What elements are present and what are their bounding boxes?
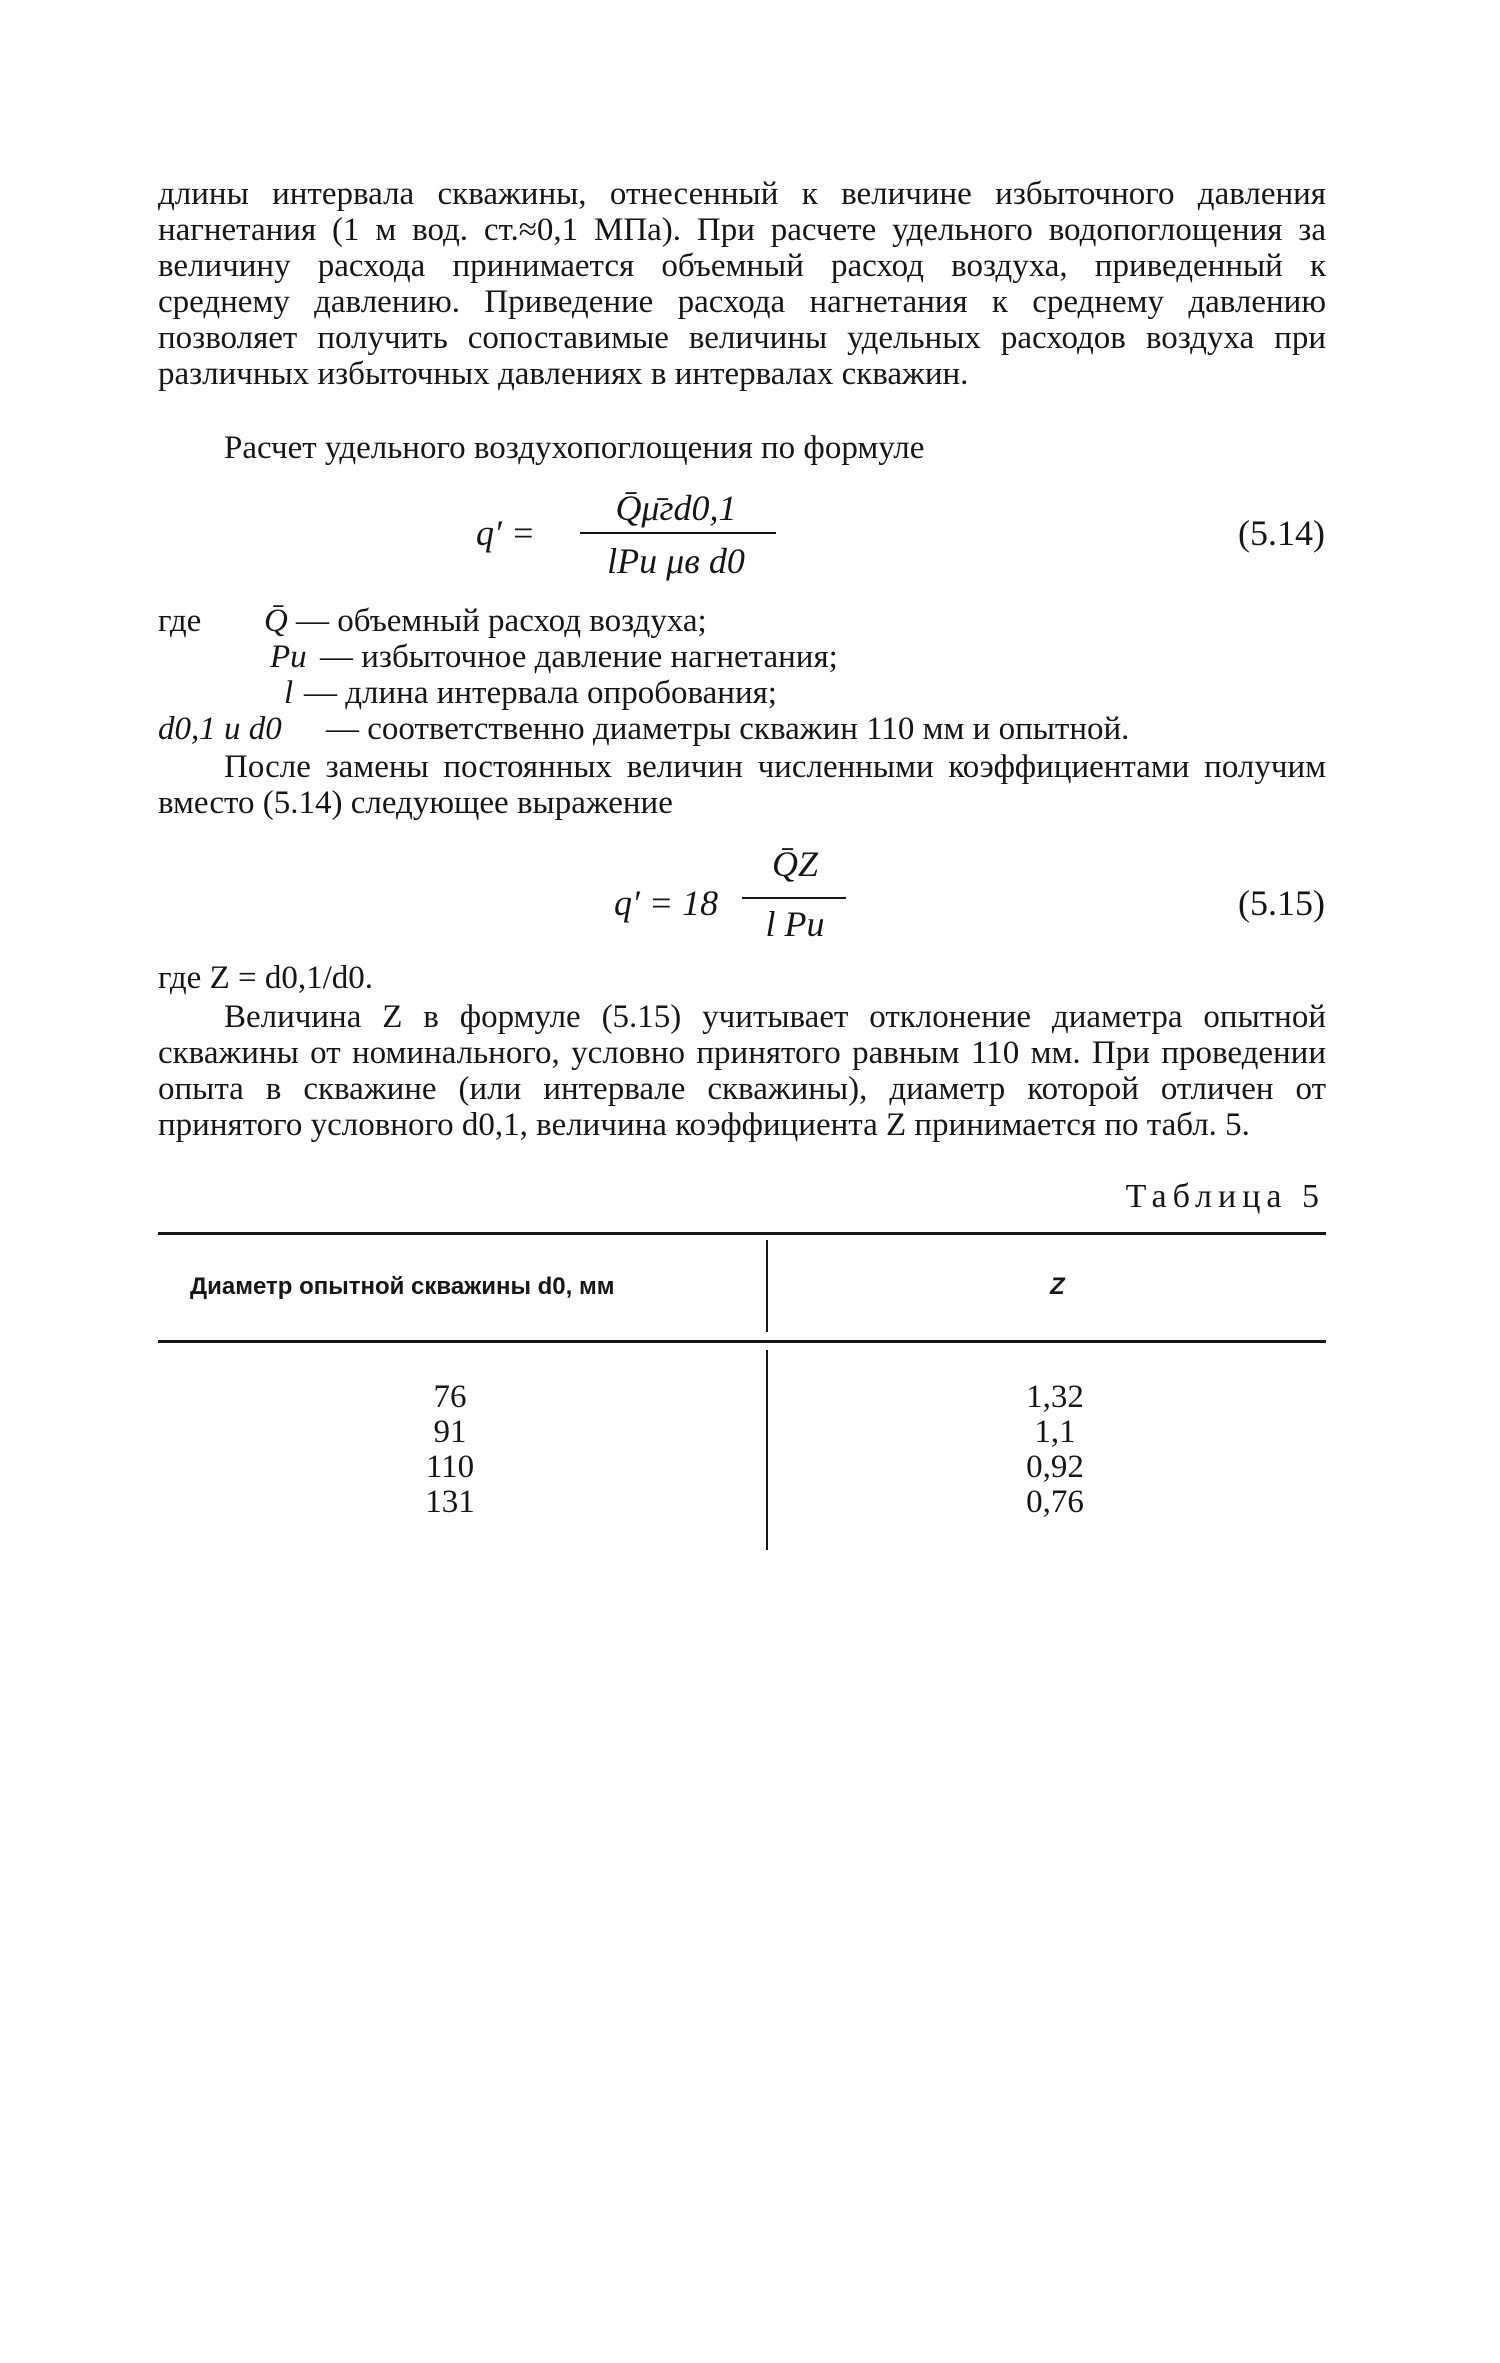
- formula-5-14-lhs: q′ =: [476, 513, 536, 553]
- definition-text-d: — соответственно диаметры скважин 110 мм и опытной.: [326, 711, 1130, 747]
- definitions-intro: где: [158, 603, 202, 639]
- table-top-rule: [158, 1232, 1326, 1235]
- formula-5-15-number: (5.15): [1238, 883, 1325, 923]
- table-cell-diameter: 91: [433, 1414, 467, 1450]
- paragraph-3: После замены постоянных величин численными коэффициентами получим вместо (5.14) следующее выражение: [158, 749, 1326, 821]
- formula-5-15-where: где Z = d0,1/d0.: [158, 960, 374, 996]
- table-header-z: Z: [1050, 1273, 1065, 1300]
- definition-symbol-q: Q̄: [264, 603, 288, 639]
- paragraph-2: Расчет удельного воздухопоглощения по формуле: [224, 430, 925, 466]
- definition-symbol-l: l: [284, 675, 294, 711]
- table-cell-z: 1,32: [1026, 1379, 1084, 1415]
- paragraph-1: длины интервала скважины, отнесенный к величине избыточного давления нагнетания (1 м вод. ст.≈0,1 МПа). При расчете удельного водопоглощения за величину расхода принимается объемный расход воздуха, приведенный к среднему давлению. Приведение расхода нагнетания к среднему давлению позволяет получить сопоставимые величины удельных расходов воздуха при различных избыточных давлениях в интервалах скважин.: [158, 176, 1326, 392]
- formula-5-15-fraction-bar: [742, 897, 846, 899]
- definition-text-p: — избыточное давление нагнетания;: [320, 639, 838, 675]
- formula-5-15-denominator: l Pи: [765, 904, 825, 944]
- table-header-diameter: Диаметр опытной скважины d0, мм: [190, 1273, 615, 1300]
- table-body-divider: [766, 1350, 768, 1550]
- table-header-divider: [766, 1240, 768, 1332]
- definition-text-q: — объемный расход воздуха;: [296, 603, 707, 639]
- formula-5-15-lhs: q′ = 18: [614, 883, 719, 923]
- table-cell-z: 0,76: [1026, 1484, 1084, 1520]
- definition-text-l: — длина интервала опробования;: [304, 675, 777, 711]
- table-cell-diameter: 131: [425, 1484, 475, 1520]
- table-caption: Таблица 5: [1125, 1178, 1325, 1215]
- table-header-rule: [158, 1340, 1326, 1343]
- formula-5-14-number: (5.14): [1238, 513, 1325, 553]
- table-cell-z: 0,92: [1026, 1449, 1084, 1485]
- paragraph-4: Величина Z в формуле (5.15) учитывает отклонение диаметра опытной скважины от номинального, условно принятого равным 110 мм. При проведении опыта в скважине (или интервале скважины), диаметр которой отличен от принятого условного d0,1, величина коэффициента Z принимается по табл. 5.: [158, 999, 1326, 1143]
- formula-5-14-denominator: lPи μв d0: [607, 541, 745, 581]
- formula-5-15-numerator: Q̄Z: [771, 844, 819, 884]
- formula-5-14-fraction-bar: [580, 532, 776, 534]
- table-cell-diameter: 110: [425, 1449, 475, 1485]
- table-cell-diameter: 76: [433, 1379, 467, 1415]
- table-cell-z: 1,1: [1034, 1414, 1076, 1450]
- formula-5-14-numerator: Q̄μ̄гd0,1: [615, 488, 737, 528]
- definition-symbol-p: Pи: [270, 639, 307, 675]
- definition-symbol-d: d0,1 и d0: [158, 711, 282, 747]
